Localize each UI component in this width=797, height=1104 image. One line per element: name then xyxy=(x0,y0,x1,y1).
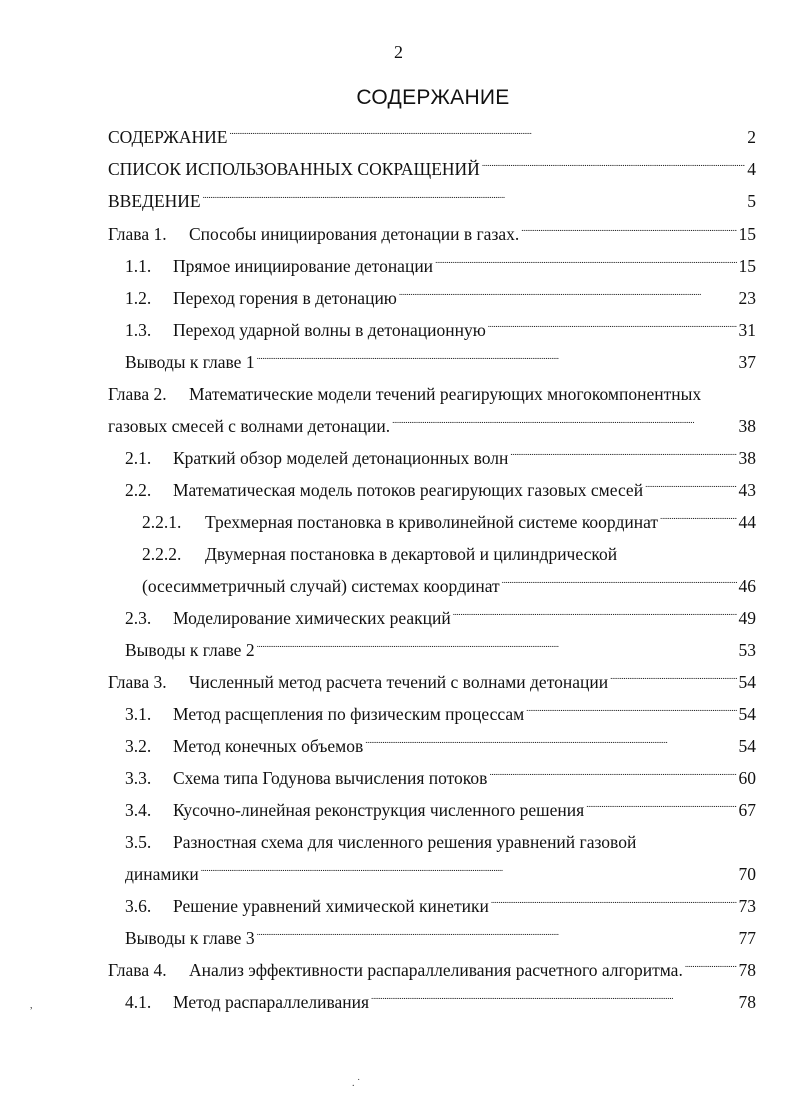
toc-entry-title: Кусочно-линейная реконструкция численного решения xyxy=(173,800,585,820)
toc-page-number: 54 xyxy=(738,704,756,724)
toc-entry-number: 3.5. xyxy=(125,832,152,852)
toc-entry-title: Математическая модель потоков реагирующих газовых смесей xyxy=(173,480,644,500)
toc-entry-conclusions-2[interactable] xyxy=(0,636,797,664)
toc-entry-number: Глава 1. xyxy=(108,224,167,244)
toc-entry-title: Переход горения в детонацию xyxy=(173,288,397,308)
toc-entry-section-1-2[interactable] xyxy=(0,284,797,312)
toc-entry-section-2-2-2-continued[interactable] xyxy=(0,572,797,600)
toc-entry-title: Краткий обзор моделей детонационных волн xyxy=(173,448,509,468)
toc-page-number: 46 xyxy=(738,576,756,596)
leader-dots xyxy=(685,960,737,980)
leader-dots xyxy=(392,416,736,436)
toc-entry-number: 4.1. xyxy=(125,992,152,1012)
toc-entry-title-line-1: Двумерная постановка в декартовой и цилиндрической xyxy=(205,544,618,564)
toc-entry-number: 2.2.1. xyxy=(142,512,182,532)
toc-entry-conclusions-1[interactable] xyxy=(0,348,797,376)
toc-entry-title: Решение уравнений химической кинетики xyxy=(173,896,489,916)
toc-entry-section-2-2-2[interactable] xyxy=(0,540,797,568)
toc-entry-chapter-1[interactable] xyxy=(0,220,797,248)
toc-entry-section-2-1[interactable] xyxy=(0,444,797,472)
leader-dots xyxy=(229,127,745,147)
toc-entry-title: Способы инициирования детонации в газах. xyxy=(189,224,520,244)
toc-entry-title: Метод конечных объемов xyxy=(173,736,364,756)
toc-entry-number: Глава 3. xyxy=(108,672,167,692)
toc-entry-chapter-3[interactable] xyxy=(0,668,797,696)
toc-entry-section-3-4[interactable] xyxy=(0,796,797,824)
toc-entry-title-line-1: Математические модели течений реагирующих многокомпонентных xyxy=(189,384,702,404)
toc-entry-contents[interactable] xyxy=(0,123,797,151)
toc-entry-number: 1.1. xyxy=(125,256,152,276)
toc-entry-title-line-1: Разностная схема для численного решения уравнений газовой xyxy=(173,832,637,852)
leader-dots xyxy=(203,191,746,211)
toc-page-number: 23 xyxy=(738,288,756,308)
leader-dots xyxy=(510,448,736,468)
toc-entry-number: 2.2. xyxy=(125,480,152,500)
toc-page-number: 53 xyxy=(738,640,756,660)
toc-entry-title-line-2: динамики xyxy=(125,864,199,884)
leader-dots xyxy=(610,672,736,692)
toc-page-number: 73 xyxy=(738,896,756,916)
toc-page-number: 38 xyxy=(738,448,756,468)
toc-entry-number: 3.3. xyxy=(125,768,152,788)
toc-page-number: 15 xyxy=(738,224,756,244)
leader-dots xyxy=(257,928,737,948)
toc-page-number: 54 xyxy=(738,672,756,692)
leader-dots xyxy=(201,864,737,884)
toc-page-number: 37 xyxy=(738,352,756,372)
toc-entry-title: Выводы к главе 1 xyxy=(125,352,255,372)
toc-entry-section-2-3[interactable] xyxy=(0,604,797,632)
toc-page-number: 38 xyxy=(738,416,756,436)
toc-entry-title: СОДЕРЖАНИЕ xyxy=(108,127,228,147)
toc-entry-title: Анализ эффективности распараллеливания расчетного алгоритма. xyxy=(189,960,683,980)
toc-entry-title-line-2: газовых смесей с волнами детонации. xyxy=(108,416,391,436)
toc-entry-chapter-2[interactable] xyxy=(0,380,797,408)
toc-entry-section-3-5[interactable] xyxy=(0,828,797,856)
scan-artifact-mark: , xyxy=(30,1000,33,1011)
toc-entry-number: 1.3. xyxy=(125,320,152,340)
toc-entry-title: Схема типа Годунова вычисления потоков xyxy=(173,768,488,788)
toc-entry-title: Численный метод расчета течений с волнами детонации xyxy=(189,672,609,692)
toc-entry-number: 3.1. xyxy=(125,704,152,724)
leader-dots xyxy=(489,768,736,788)
toc-entry-conclusions-3[interactable] xyxy=(0,924,797,952)
toc-entry-section-3-6[interactable] xyxy=(0,892,797,920)
toc-entry-title: Метод распараллеливания xyxy=(173,992,370,1012)
toc-entry-title: Метод расщепления по физическим процессам xyxy=(173,704,525,724)
toc-entry-section-4-1[interactable] xyxy=(0,988,797,1016)
toc-page-number: 31 xyxy=(738,320,756,340)
leader-dots xyxy=(482,159,745,179)
leader-dots xyxy=(371,992,736,1012)
toc-entry-title: ВВЕДЕНИЕ xyxy=(108,191,201,211)
leader-dots xyxy=(521,224,736,244)
toc-entry-number: 1.2. xyxy=(125,288,152,308)
toc-entry-section-2-2[interactable] xyxy=(0,476,797,504)
toc-heading: СОДЕРЖАНИЕ xyxy=(356,86,510,109)
toc-entry-title: Выводы к главе 3 xyxy=(125,928,255,948)
leader-dots xyxy=(399,288,737,308)
toc-entry-chapter-2-continued[interactable] xyxy=(0,412,797,440)
toc-entry-number: 3.4. xyxy=(125,800,152,820)
toc-entry-chapter-4[interactable] xyxy=(0,956,797,984)
toc-entry-number: Глава 4. xyxy=(108,960,167,980)
toc-page-number: 70 xyxy=(738,864,756,884)
leader-dots xyxy=(257,640,737,660)
leader-dots xyxy=(526,704,736,724)
toc-entry-section-2-2-1[interactable] xyxy=(0,508,797,536)
toc-page-number: 77 xyxy=(738,928,756,948)
leader-dots xyxy=(660,512,736,532)
toc-page-number: 78 xyxy=(738,960,756,980)
toc-entry-title: Выводы к главе 2 xyxy=(125,640,255,660)
toc-entry-section-3-2[interactable] xyxy=(0,732,797,760)
toc-entry-number: Глава 2. xyxy=(108,384,167,404)
leader-dots xyxy=(502,576,737,596)
toc-page-number: 2 xyxy=(747,127,756,147)
toc-page-number: 67 xyxy=(738,800,756,820)
page-number: 2 xyxy=(394,42,403,62)
toc-page-number: 78 xyxy=(738,992,756,1012)
toc-entry-introduction[interactable] xyxy=(0,187,797,215)
toc-entry-section-1-1[interactable] xyxy=(0,252,797,280)
toc-page-number: 44 xyxy=(738,512,756,532)
toc-entry-section-3-5-continued[interactable] xyxy=(0,860,797,888)
toc-page-number: 5 xyxy=(747,191,756,211)
leader-dots xyxy=(488,320,737,340)
toc-page-number: 43 xyxy=(738,480,756,500)
toc-page-number: 4 xyxy=(747,159,756,179)
toc-page-number: 54 xyxy=(738,736,756,756)
scan-artifact-mark: . ˙ xyxy=(352,1078,361,1089)
leader-dots xyxy=(435,256,736,276)
toc-entry-section-1-3[interactable] xyxy=(0,316,797,344)
toc-page-number: 49 xyxy=(738,608,756,628)
toc-entry-section-3-1[interactable] xyxy=(0,700,797,728)
leader-dots xyxy=(365,736,736,756)
toc-entry-section-3-3[interactable] xyxy=(0,764,797,792)
toc-entry-title: Прямое инициирование детонации xyxy=(173,256,434,276)
toc-entry-title: СПИСОК ИСПОЛЬЗОВАННЫХ СОКРАЩЕНИЙ xyxy=(108,159,480,179)
toc-entry-abbreviations[interactable] xyxy=(0,155,797,183)
toc-page-number: 15 xyxy=(738,256,756,276)
toc-entry-title-line-2: (осесимметричный случай) системах координат xyxy=(142,576,500,596)
toc-page-number: 60 xyxy=(738,768,756,788)
toc-entry-number: 2.1. xyxy=(125,448,152,468)
toc-entry-number: 2.3. xyxy=(125,608,152,628)
leader-dots xyxy=(257,352,737,372)
toc-entry-number: 3.2. xyxy=(125,736,152,756)
toc-entry-title: Переход ударной волны в детонационную xyxy=(173,320,486,340)
toc-entry-number: 2.2.2. xyxy=(142,544,182,564)
leader-dots xyxy=(645,480,736,500)
leader-dots xyxy=(453,608,737,628)
leader-dots xyxy=(491,896,737,916)
toc-entry-number: 3.6. xyxy=(125,896,152,916)
toc-entry-title: Моделирование химических реакций xyxy=(173,608,451,628)
leader-dots xyxy=(586,800,736,820)
toc-entry-title: Трехмерная постановка в криволинейной системе координат xyxy=(205,512,659,532)
